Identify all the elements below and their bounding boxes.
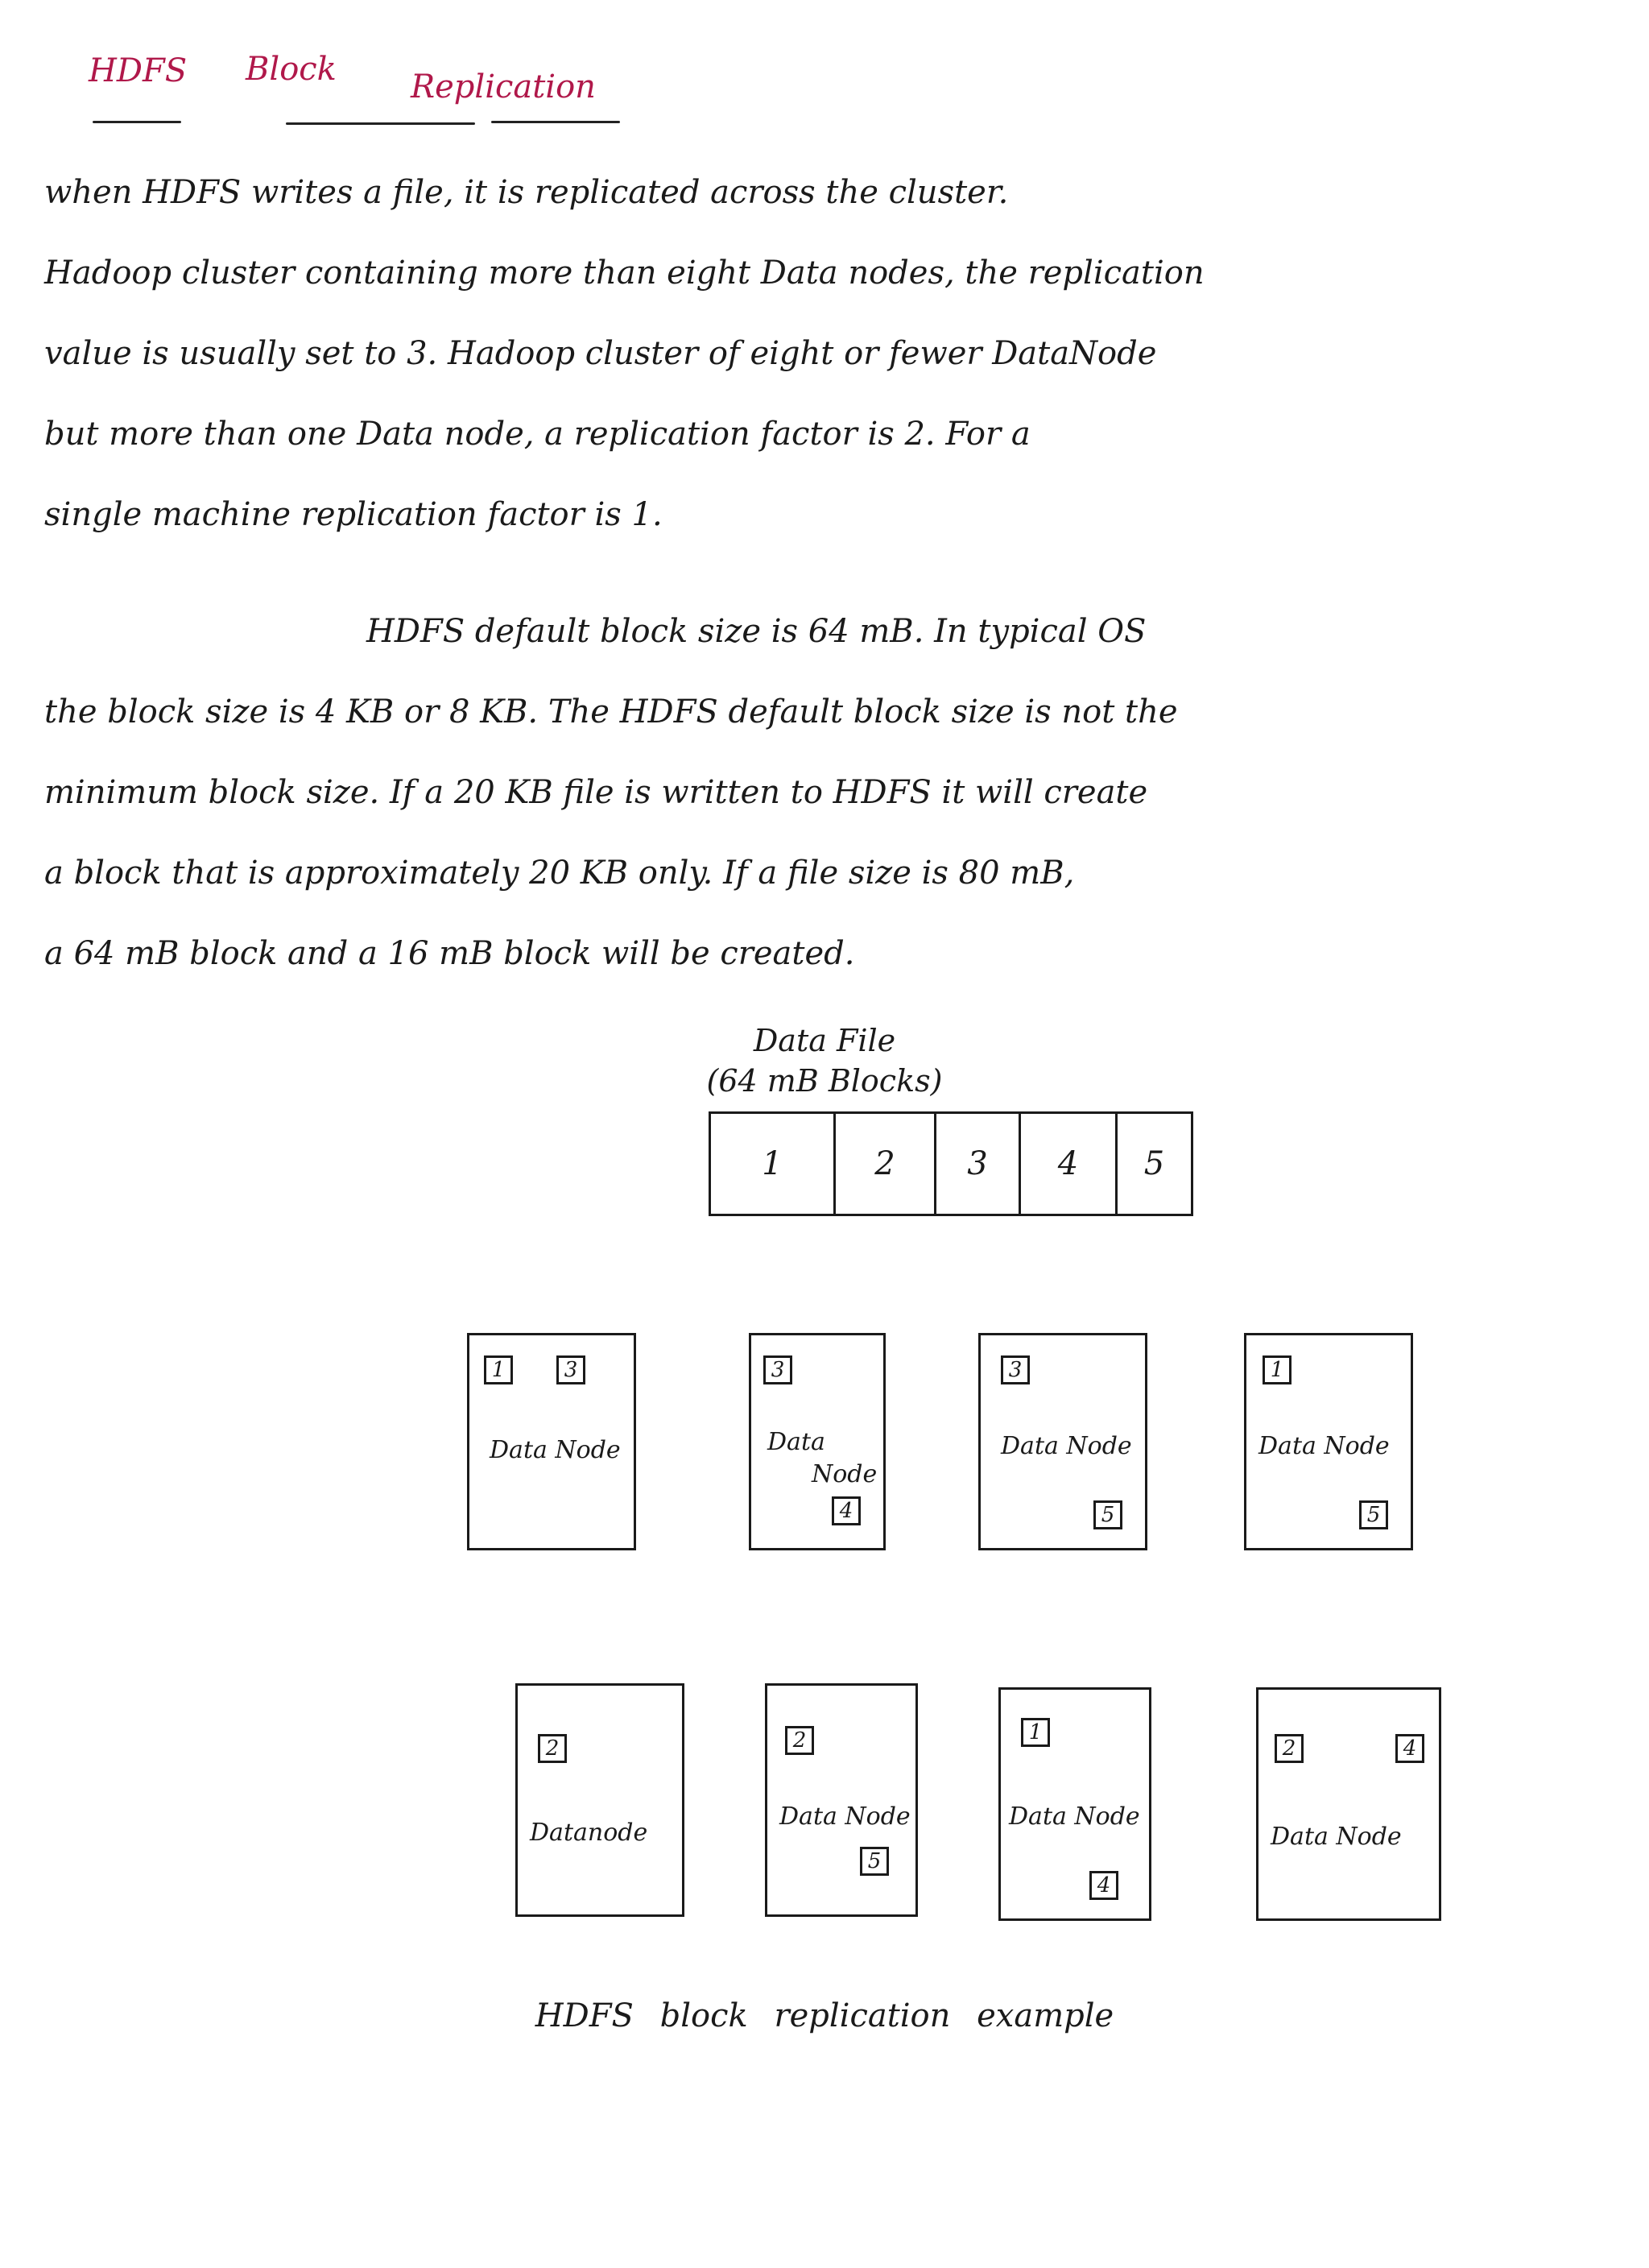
paragraph-block-size [44,612,1598,999]
block-label: 4 [1395,1734,1424,1763]
paragraph-line: single machine replication factor is 1. [44,496,663,533]
block-label: 4 [832,1496,861,1525]
paragraph-line: HDFS default block size is 64 mB. In typical OS [366,613,1147,650]
title-underline [491,121,620,123]
block-label: 1 [1021,1718,1050,1747]
paragraph-line: minimum block size. If a 20 KB file is written to HDFS it will create [44,774,1148,811]
file-block: 1 [711,1114,836,1214]
block-label: 5 [1359,1500,1388,1529]
datanode-label: Data [767,1428,825,1456]
datanode-box [765,1683,918,1917]
block-label: 4 [1089,1871,1118,1900]
datanode-label: Data Node [1009,1802,1140,1831]
paragraph-line: a block that is approximately 20 KB only. If a file size is 80 mB, [44,855,1075,892]
title-word-block: Block [246,51,337,88]
title-underline [93,121,181,123]
title-word-replication: Replication [411,68,596,106]
paragraph-replication [44,173,1598,560]
datanode-box [515,1683,684,1917]
paragraph-line: when HDFS writes a file, it is replicated across the cluster. [44,174,1009,211]
datanode-box [1256,1687,1441,1921]
paragraph-line: value is usually set to 3. Hadoop cluster of eight or fewer DataNode [44,335,1157,372]
datanode-box [749,1333,886,1550]
data-file-blocks [709,1111,1193,1216]
paragraph-line: a 64 mB block and a 16 mB block will be created. [44,935,855,972]
page-title [81,44,644,133]
datanode-label: Datanode [530,1819,648,1847]
file-block: 2 [836,1114,936,1214]
file-block: 4 [1021,1114,1118,1214]
datanode-label: Data Node [490,1436,621,1464]
block-label: 1 [484,1355,513,1384]
block-label: 3 [763,1355,792,1384]
data-file-subtitle: (64 mB Blocks) [706,1063,943,1099]
block-label: 2 [785,1726,814,1755]
datanode-box [978,1333,1147,1550]
file-block: 3 [936,1114,1021,1214]
datanode-box [1244,1333,1413,1550]
file-block: 5 [1143,1145,1165,1182]
title-underline [286,122,475,125]
paragraph-line: the block size is 4 KB or 8 KB. The HDFS default block size is not the [44,693,1178,730]
block-label: 2 [1275,1734,1304,1763]
datanode-box [467,1333,636,1550]
datanode-label: Node [812,1460,878,1488]
datanode-label: Data Node [1001,1432,1132,1460]
datanode-label: Data Node [1258,1432,1390,1460]
block-label: 3 [556,1355,585,1384]
block-label: 5 [860,1847,889,1876]
datanode-label: Data Node [1271,1823,1402,1851]
data-file-title: Data File [753,1023,896,1058]
datanode-label: Data Node [779,1802,911,1831]
block-label: 5 [1093,1500,1122,1529]
block-label: 3 [1001,1355,1030,1384]
block-label: 1 [1263,1355,1292,1384]
title-word-hdfs: HDFS [89,52,188,89]
diagram-caption: HDFS block replication example [535,1997,1114,2034]
block-label: 2 [538,1734,567,1763]
datanode-box [998,1687,1151,1921]
paragraph-line: Hadoop cluster containing more than eight Data nodes, the replication [44,255,1205,292]
paragraph-line: but more than one Data node, a replication factor is 2. For a [44,416,1031,453]
